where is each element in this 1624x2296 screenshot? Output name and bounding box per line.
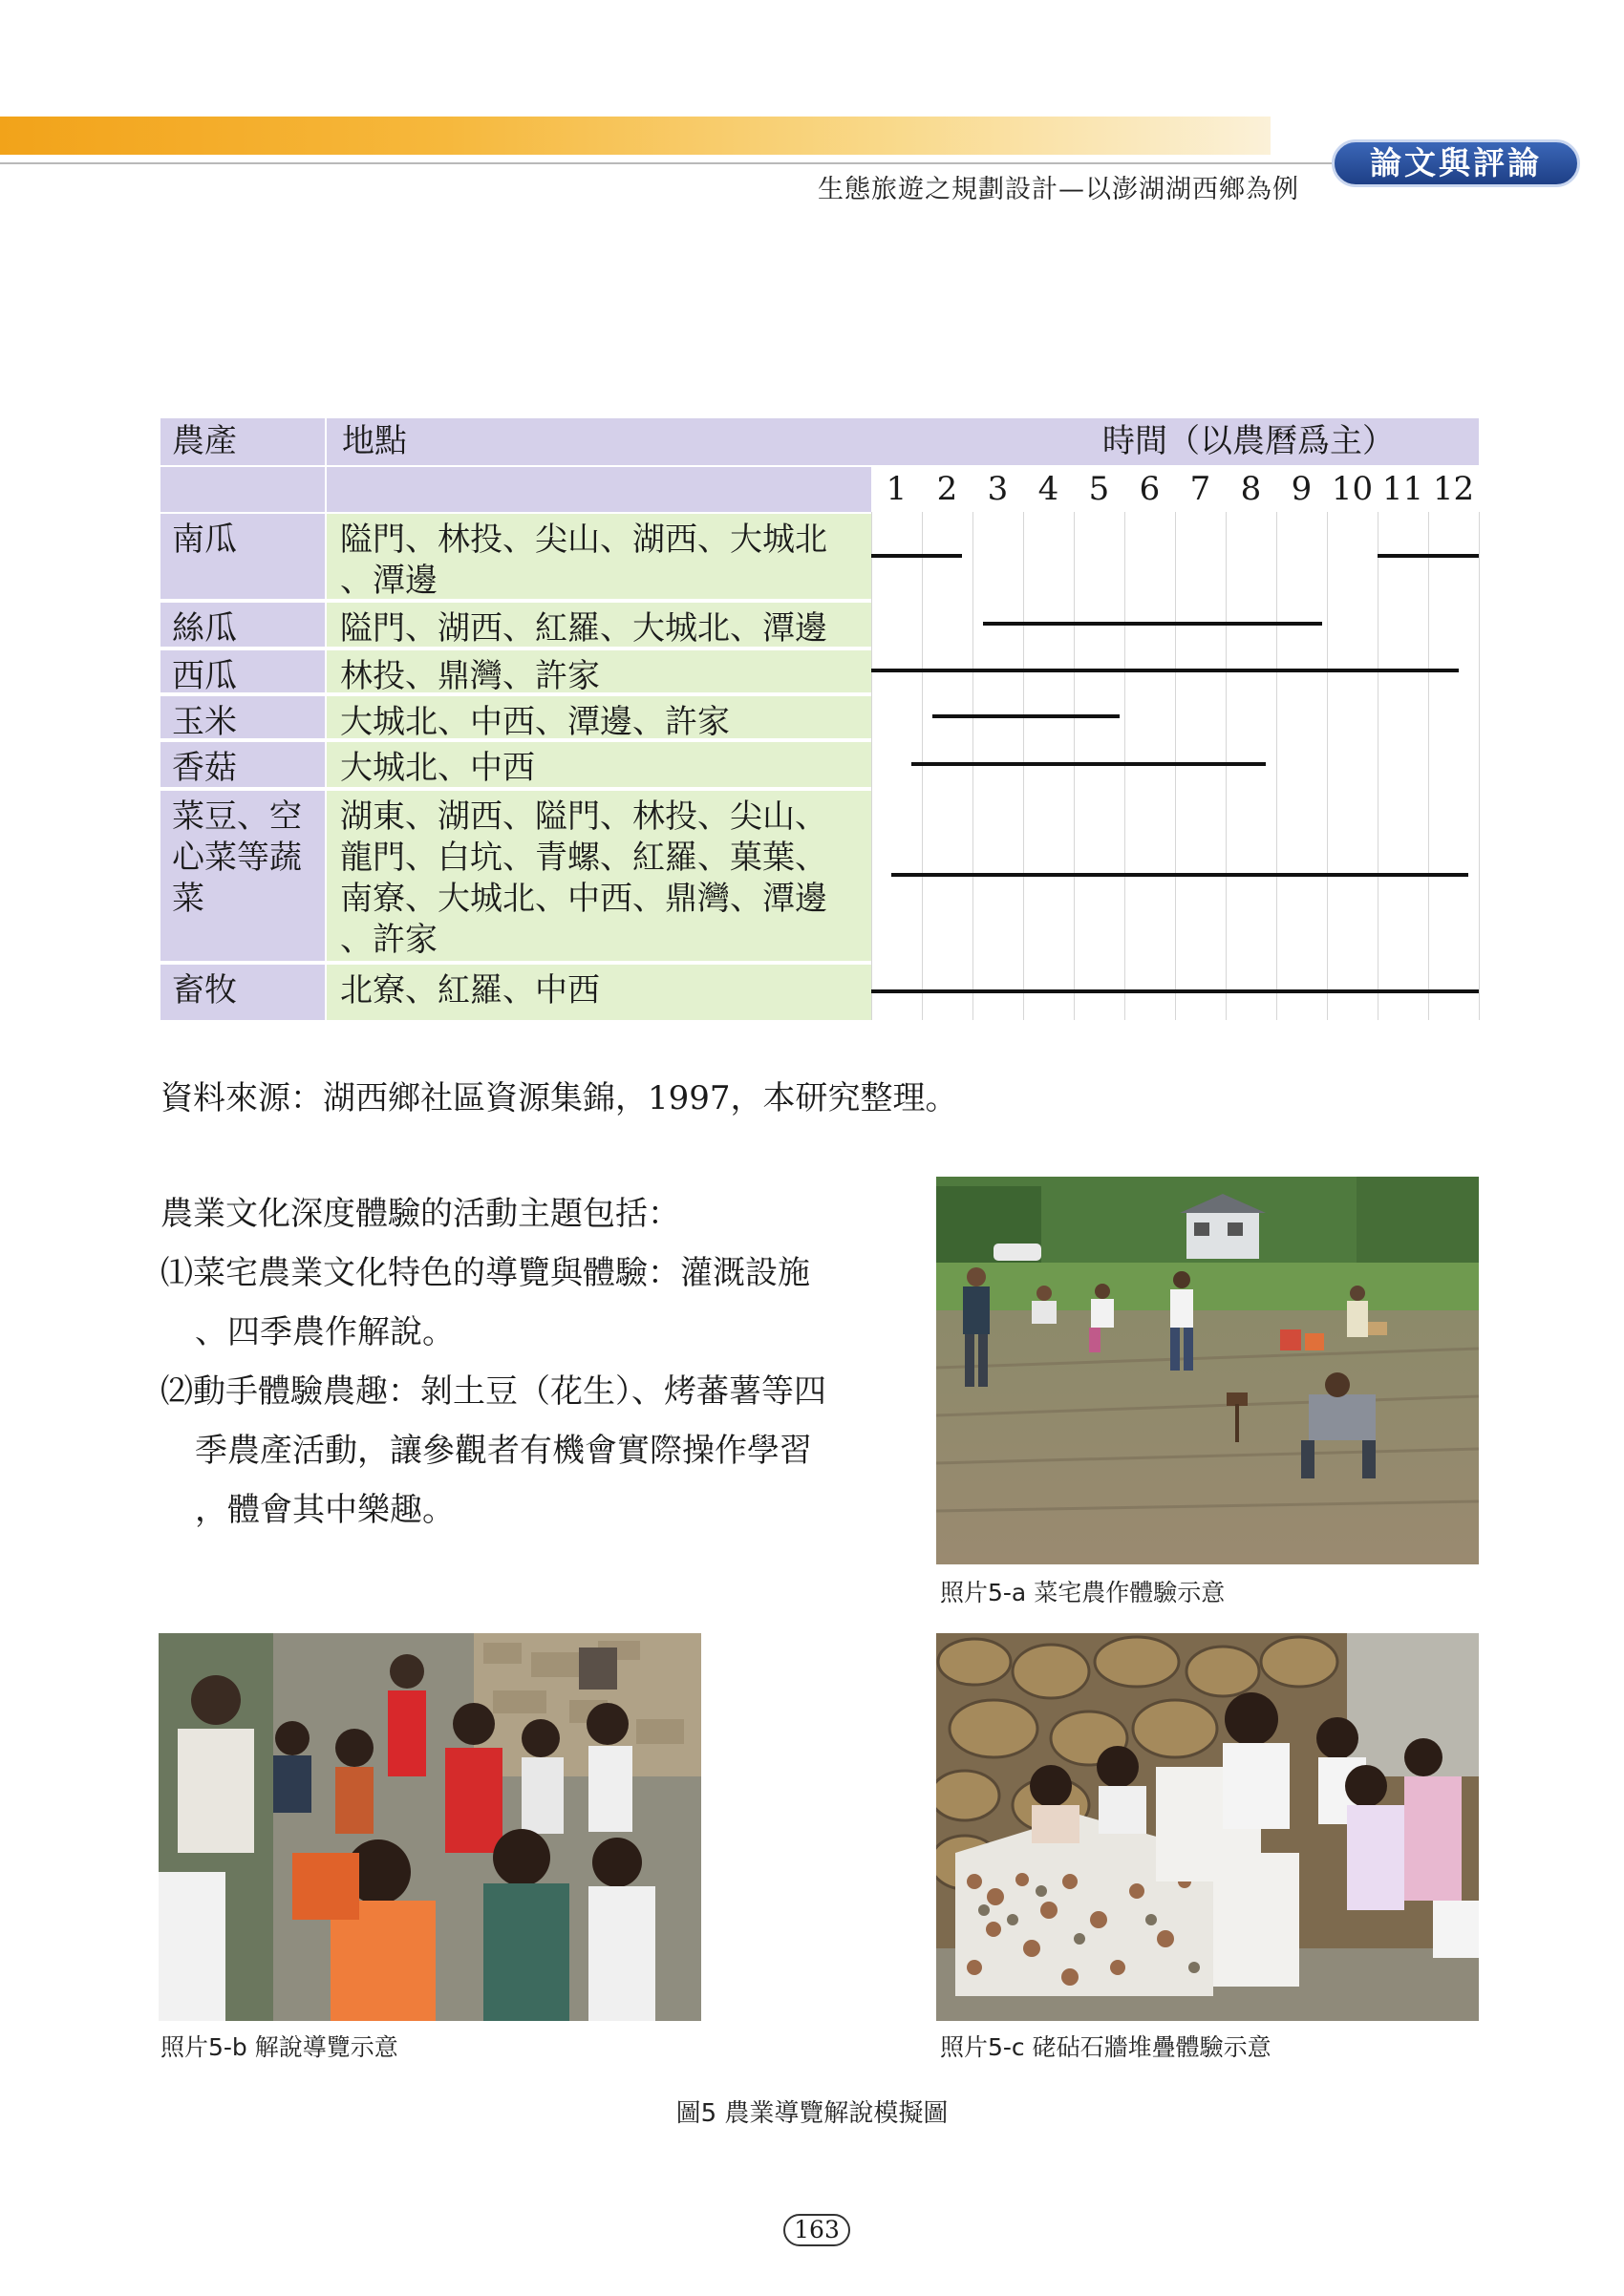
- month-gridline: [1276, 512, 1277, 1020]
- month-header: 2: [922, 467, 972, 512]
- photo-5b-guided-tour: [159, 1633, 701, 2021]
- photo-5a-farm-experience: [936, 1177, 1479, 1564]
- section-badge: 論文與評論: [1332, 139, 1580, 187]
- photo-5b-caption: 照片5-b 解說導覽示意: [160, 2033, 398, 2061]
- month-header: 9: [1276, 467, 1327, 512]
- header-time: 時間（以農曆爲主）: [1102, 422, 1395, 460]
- location-cell: 湖東、湖西、隘門、林投、尖山、 龍門、白坑、青螺、紅羅、菓葉、 南寮、大城北、中西、鼎灣、潭邊 、許家: [327, 791, 871, 961]
- location-cell: 隘門、林投、尖山、湖西、大城北 、潭邊: [327, 514, 871, 599]
- crop-calendar-table: [160, 418, 1479, 1020]
- header-location: 地點: [327, 418, 1479, 465]
- header-crop-blank: [160, 467, 325, 512]
- crop-name-cell: 畜牧: [160, 965, 325, 1020]
- intro-item-1-cont: 、四季農作解說。: [195, 1313, 455, 1351]
- header-color-bar: [0, 117, 1271, 155]
- intro-item-2-cont2: ，體會其中樂趣。: [195, 1491, 455, 1529]
- month-gridline: [1327, 512, 1328, 1020]
- figure-caption: 圖5 農業導覽解說模擬圖: [675, 2099, 949, 2128]
- month-header: 7: [1175, 467, 1226, 512]
- month-gridline: [1175, 512, 1176, 1020]
- location-cell: 大城北、中西、潭邊、許家: [327, 696, 871, 738]
- month-header: 6: [1124, 467, 1175, 512]
- running-title: 生態旅遊之規劃設計—以澎湖湖西鄉為例: [818, 175, 1299, 204]
- photo-5a-caption: 照片5-a 菜宅農作體驗示意: [940, 1579, 1226, 1606]
- month-header: 10: [1327, 467, 1378, 512]
- month-gridline: [972, 512, 973, 1020]
- harvest-period-bar: [871, 554, 962, 558]
- month-header: 1: [871, 467, 922, 512]
- month-header: 5: [1074, 467, 1124, 512]
- source-note: 資料來源：湖西鄉社區資源集錦，1997，本研究整理。: [160, 1079, 958, 1117]
- harvest-period-bar: [1378, 554, 1479, 558]
- month-gridline: [871, 512, 872, 1020]
- intro-item-2-cont: 季農產活動，讓參觀者有機會實際操作學習: [195, 1432, 812, 1470]
- intro-lead: 農業文化深度體驗的活動主題包括：: [160, 1195, 680, 1233]
- photo-5c-caption: 照片5-c 硓砧石牆堆疊體驗示意: [940, 2033, 1271, 2061]
- crop-name-cell: 菜豆、空 心菜等蔬 菜: [160, 791, 325, 961]
- month-gridline: [1226, 512, 1227, 1020]
- photo-5c-stone-wall: [936, 1633, 1479, 2021]
- harvest-period-bar: [871, 669, 1459, 672]
- month-header: 8: [1226, 467, 1276, 512]
- month-gridline: [1124, 512, 1125, 1020]
- crop-name-cell: 絲瓜: [160, 603, 325, 647]
- page-number: 163: [783, 2214, 850, 2246]
- harvest-period-bar: [911, 762, 1266, 766]
- month-gridline: [1074, 512, 1075, 1020]
- month-gridline: [1428, 512, 1429, 1020]
- month-header: 12: [1428, 467, 1479, 512]
- month-header: 11: [1378, 467, 1428, 512]
- location-cell: 林投、鼎灣、許家: [327, 650, 871, 692]
- harvest-period-bar: [932, 714, 1120, 718]
- harvest-period-bar: [983, 622, 1322, 626]
- header-crop: 農產: [160, 418, 325, 465]
- month-gridline: [1479, 512, 1480, 1020]
- month-header: 4: [1023, 467, 1074, 512]
- location-cell: 大城北、中西: [327, 742, 871, 787]
- month-gridline: [1023, 512, 1024, 1020]
- month-gridline: [922, 512, 923, 1020]
- harvest-period-bar: [871, 989, 1479, 993]
- crop-name-cell: 西瓜: [160, 650, 325, 692]
- intro-text: [160, 1184, 887, 1540]
- intro-item-1: ⑴菜宅農業文化特色的導覽與體驗：灌溉設施: [160, 1254, 810, 1292]
- header-rule: [0, 162, 1333, 164]
- crop-name-cell: 玉米: [160, 696, 325, 738]
- crop-name-cell: 香菇: [160, 742, 325, 787]
- harvest-period-bar: [891, 873, 1468, 877]
- location-cell: 隘門、湖西、紅羅、大城北、潭邊: [327, 603, 871, 647]
- location-cell: 北寮、紅羅、中西: [327, 965, 871, 1020]
- intro-item-2: ⑵動手體驗農趣：剝土豆（花生）、烤蕃薯等四: [160, 1372, 826, 1411]
- month-header: 3: [972, 467, 1023, 512]
- crop-name-cell: 南瓜: [160, 514, 325, 599]
